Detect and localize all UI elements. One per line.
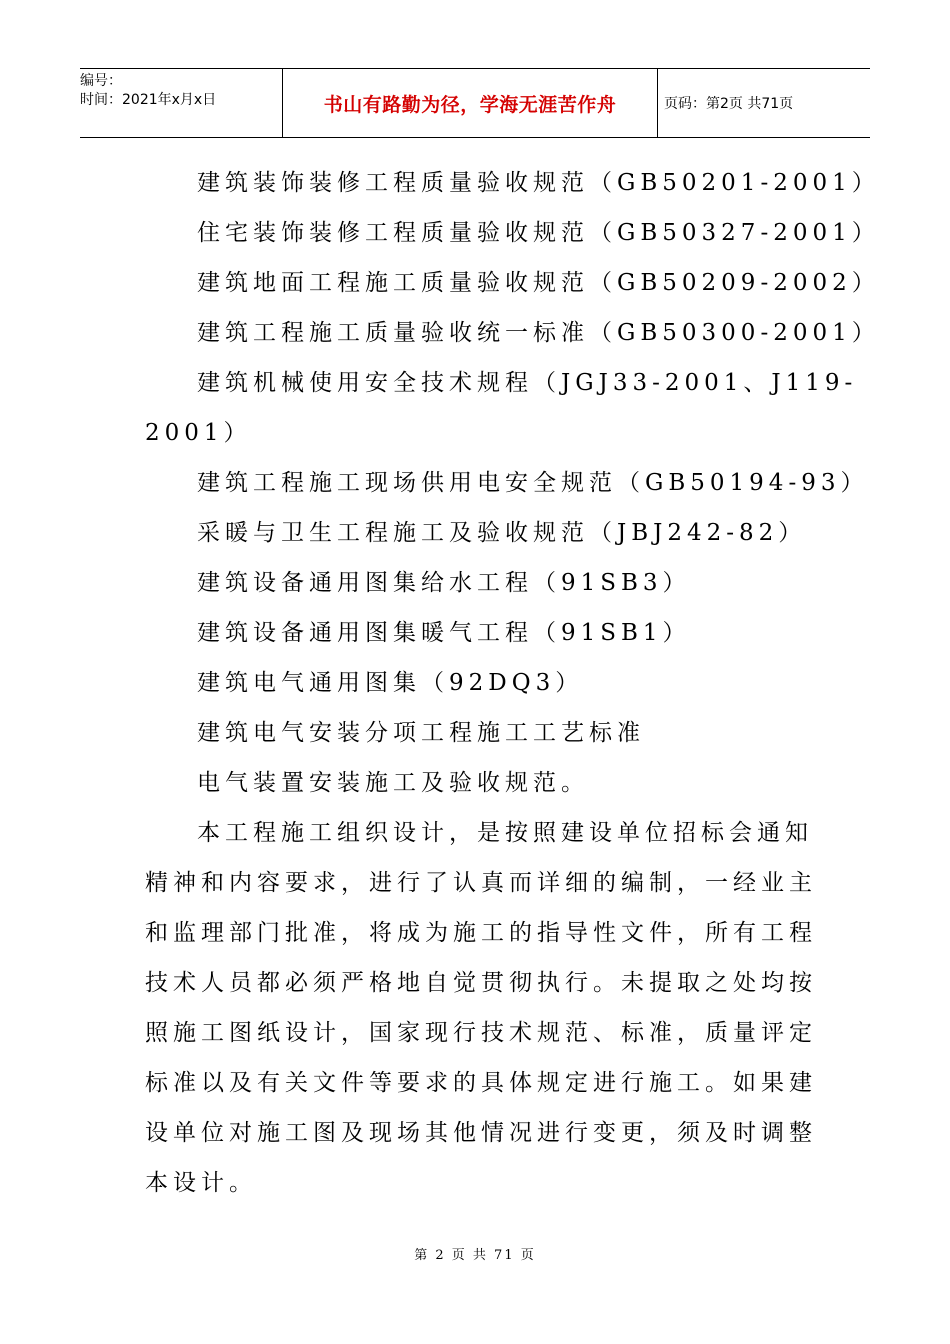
standard-item: 建筑设备通用图集暖气工程（91SB1） [197, 620, 691, 646]
standard-item: 电气装置安装施工及验收规范。 [197, 770, 589, 796]
paragraph-line: 设单位对施工图及现场其他情况进行变更，须及时调整 [145, 1120, 817, 1146]
standard-item: 建筑电气安装分项工程施工工艺标准 [197, 720, 645, 746]
header-motto: 书山有路勤为径，学海无涯苦作舟 [323, 93, 617, 116]
header-motto-cell [282, 69, 658, 137]
paragraph-line: 标准以及有关文件等要求的具体规定进行施工。如果建 [145, 1070, 817, 1096]
standard-item: 住宅装饰装修工程质量验收规范（GB50327-2001） [197, 220, 880, 246]
header-page-info-cell [658, 69, 870, 137]
page-header [80, 68, 870, 138]
standard-item: 采暖与卫生工程施工及验收规范（JBJ242-82） [197, 520, 807, 546]
standard-item: 建筑装饰装修工程质量验收规范（GB50201-2001） [197, 170, 880, 196]
paragraph-line: 本工程施工组织设计，是按照建设单位招标会通知 [197, 820, 813, 846]
standard-item: 建筑电气通用图集（92DQ3） [197, 670, 584, 696]
page-footer: 第 2 页 共 71 页 [414, 1248, 536, 1263]
header-meta [80, 69, 282, 137]
document-number-label: 编号： [80, 73, 122, 89]
document-body [145, 158, 880, 1208]
standard-item: 建筑机械使用安全技术规程（JGJ33-2001、J119- [197, 370, 858, 396]
paragraph-line: 技术人员都必须严格地自觉贯彻执行。未提取之处均按 [145, 970, 817, 996]
document-time-label: 时间：2021年x月x日 [80, 92, 217, 108]
header-page-info: 页码：第2页 共71页 [664, 96, 794, 112]
paragraph-line: 照施工图纸设计，国家现行技术规范、标准，质量评定 [145, 1020, 817, 1046]
paragraph-line: 本设计。 [145, 1170, 257, 1196]
standard-item: 建筑地面工程施工质量验收规范（GB50209-2002） [197, 270, 880, 296]
paragraph-line: 和监理部门批准，将成为施工的指导性文件，所有工程 [145, 920, 817, 946]
paragraph-line: 精神和内容要求，进行了认真而详细的编制，一经业主 [145, 870, 817, 896]
standard-item: 建筑设备通用图集给水工程（91SB3） [197, 570, 691, 596]
standard-item: 建筑工程施工现场供用电安全规范（GB50194-93） [197, 470, 869, 496]
standard-item-continuation: 2001） [145, 420, 252, 446]
standard-item: 建筑工程施工质量验收统一标准（GB50300-2001） [197, 320, 880, 346]
